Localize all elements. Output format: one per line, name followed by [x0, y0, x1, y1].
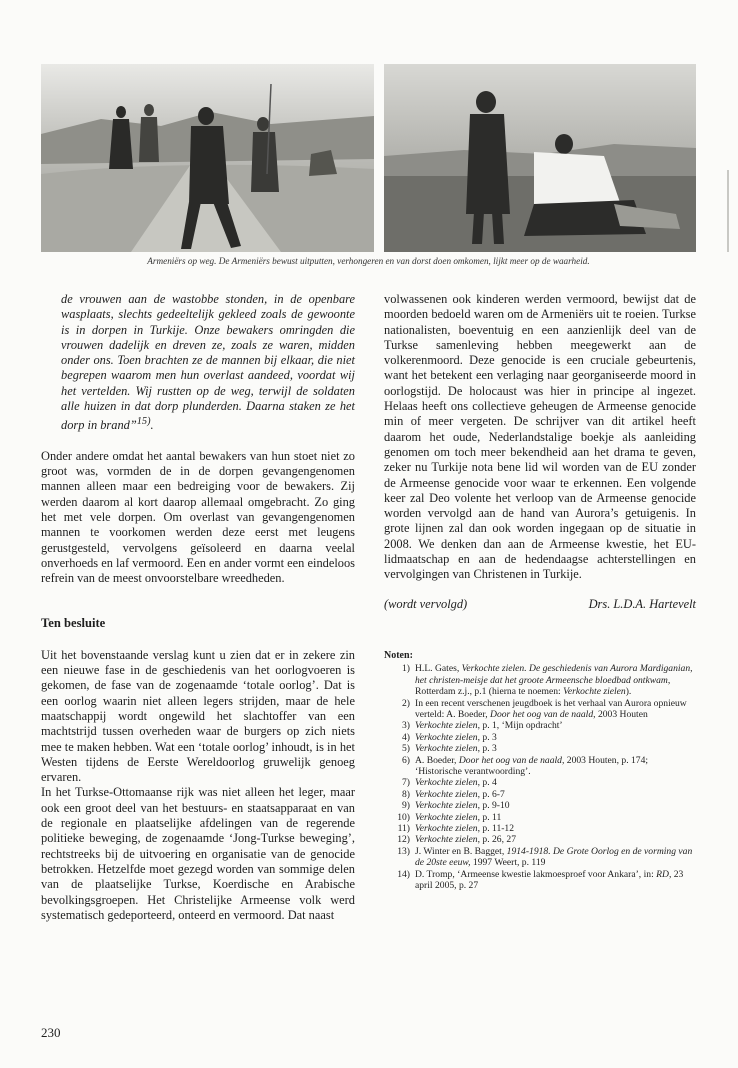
footnote-item	[384, 663, 696, 697]
footnote-text-part: RD	[656, 868, 669, 880]
paragraph-ottoman-empire: In het Turkse-Ottomaanse rijk was niet alleen het leger, maar ook een groot deel van het bestuurs- en staatsapparaat en van de regionale en plaatselijke afdelingen van de regerende politieke beweging, de zogenaamde ‘Jong-Turkse beweging’, rechtstreeks bij de uitvoering en organisatie van de genocide betrokken. Hetzelfde moet gezegd worden van sommige delen van de plaatselijke Turkse, Koerdische en Arabische bevolkingsgroepen. Het Christelijke Armeense volk werd systematisch gedeporteerd, onteerd en vermoord. Dat naast	[41, 785, 355, 922]
footnote-item	[384, 720, 696, 731]
footnote-text	[415, 755, 696, 778]
footnote-text-part: , p. 3	[477, 731, 497, 743]
footnote-text	[415, 812, 696, 823]
footnote-text-part: J. Winter en B. Bagget,	[415, 845, 507, 857]
footnote-number: 3)	[402, 720, 410, 732]
footnote-text-part: Verkochte zielen	[563, 686, 626, 698]
signature-line	[384, 597, 696, 612]
to-be-continued: (wordt vervolgd)	[384, 596, 468, 611]
photo-woman-kneeling	[384, 64, 696, 252]
footnote-text-part: , p. 1, ‘Mijn opdracht’	[477, 720, 563, 732]
footnote-text-part: Verkochte zielen	[415, 823, 478, 835]
footnote-text-part: Verkochte zielen	[415, 811, 478, 823]
footnote-text	[415, 800, 696, 811]
footnote-text-part: A. Boeder,	[415, 754, 459, 766]
footnote-text	[415, 743, 696, 754]
footnote-text	[415, 698, 696, 721]
footnote-number: 1)	[402, 663, 410, 675]
footnote-number: 10)	[397, 811, 410, 823]
footnote-text	[415, 720, 696, 731]
footnote-text-part: Door het oog van de naald,	[458, 754, 565, 766]
footnote-text-part: H.L. Gates,	[415, 663, 462, 675]
footnote-text-part: Door het oog van de naald	[490, 708, 594, 720]
footnote-text-part: Verkochte zielen	[415, 800, 478, 812]
footnote-item	[384, 834, 696, 845]
footnote-text-part: , p. 11-12	[477, 823, 515, 835]
footnote-text-part: Verkochte zielen	[415, 731, 478, 743]
footnote-number: 7)	[402, 777, 410, 789]
footnote-text-part: , p. 3	[477, 743, 497, 755]
section-heading: Ten besluite	[41, 616, 106, 631]
footnote-number: 2)	[402, 697, 410, 709]
footnote-number: 13)	[397, 845, 410, 857]
footnote-item	[384, 743, 696, 754]
footnote-text-part: , 2003 Houten	[593, 708, 648, 720]
footnote-text	[415, 663, 696, 697]
photo-armenians-walking-image	[41, 64, 374, 252]
footnote-text-part: , p. 6-7	[477, 788, 505, 800]
footnote-text	[415, 777, 696, 788]
footnote-item	[384, 732, 696, 743]
footnote-item	[384, 800, 696, 811]
footnote-number: 9)	[402, 800, 410, 812]
paragraph-total-war: Uit het bovenstaande verslag kunt u zien dat er in zekere zin een nieuwe fase in de geschiedenis van het oorlogvoeren is gekomen, de fase van de zogenaamde ‘totale oorlog’. Dat is een oorlog waarin niet alleen legers strijden, maar de hele maatschappij wordt ongewild het slachtoffer van een machtstrijd tussen overheden waar de burgers op zich niets mee te maken hebben. Wat een ‘totale oorlog’ inhoudt, is in het Westen tijdens de Eerste Wereldoorlog gruwelijk genoeg ervaren.	[41, 647, 355, 785]
footnote-text-part: , p. 26, 27	[477, 834, 516, 846]
footnotes-title: Noten:	[384, 649, 413, 661]
footnote-text	[415, 869, 696, 892]
footnote-item	[384, 755, 696, 778]
footnotes	[384, 650, 696, 892]
footnote-text	[415, 732, 696, 743]
scan-edge-mark	[727, 170, 729, 252]
right-column	[384, 292, 696, 891]
footnote-number: 14)	[397, 868, 410, 880]
footnote-text-part: , p. 4	[477, 777, 497, 789]
footnote-item	[384, 777, 696, 788]
footnote-text	[415, 823, 696, 834]
footnote-item	[384, 812, 696, 823]
footnote-text-part: Verkochte zielen	[415, 777, 478, 789]
photo-woman-kneeling-image	[384, 64, 696, 252]
footnote-text-part: 1997 Weert, p. 119	[470, 857, 546, 869]
footnote-item	[384, 698, 696, 721]
footnote-text-part: , p. 11	[477, 811, 502, 823]
footnote-item	[384, 823, 696, 834]
footnote-text-part: 2003 Houten, p. 174; ‘Historische verantwoording’.	[415, 754, 649, 777]
footnote-text-part: , Rotterdam z.j., p.1 (hierna te noemen:	[415, 674, 671, 698]
footnote-number: 5)	[402, 743, 410, 755]
footnote-text-part: In een recent verschenen jeugdboek is het verhaal van Aurora opnieuw verteld: A. Boeder,	[415, 697, 687, 720]
footnote-number: 12)	[397, 834, 410, 846]
footnote-text	[415, 846, 696, 869]
page-number: 230	[41, 1025, 61, 1040]
footnote-text	[415, 834, 696, 845]
footnote-text-part: Verkochte zielen	[415, 743, 478, 755]
photo-caption: Armeniërs op weg. De Armeniërs bewust uitputten, verhongeren en van dorst doen omkomen, lijkt meer op de waarheid.	[147, 256, 590, 266]
footnote-text-part: Verkochte zielen	[415, 834, 478, 846]
footnote-text-part: , 23 april 2005, p. 27	[415, 868, 684, 892]
left-column	[41, 292, 355, 923]
footnote-text-part: Verkochte zielen	[415, 788, 478, 800]
photo-armenians-walking	[41, 64, 374, 252]
footnote-text-part: Verkochte zielen. De geschiedenis van Aurora Mardiganian, het christen-meisje dat het groote Armeensche bloedbad ontkwam	[415, 663, 693, 686]
footnote-item	[384, 846, 696, 869]
footnote-number: 11)	[397, 823, 410, 835]
footnotes-list	[384, 663, 696, 891]
footnote-text-part: ).	[625, 686, 632, 698]
footnote-text-part: D. Tromp, ‘Armeense kwestie lakmoesproef voor Ankara’, in:	[415, 868, 657, 880]
author-name: Drs. L.D.A. Hartevelt	[588, 596, 696, 611]
footnote-item	[384, 789, 696, 800]
footnote-number: 4)	[402, 731, 410, 743]
quote-text: de vrouwen aan de wastobbe stonden, in de openbare wasplaats, slechts gedeeltelijk gekleed zoals de gewoonte is in dorpen in Turkije. Onze bewakers omringden die vrouwen dadelijk en dreven ze, zoals ze waren, midden onder ons. Toen brachten ze de mannen bij elkaar, die niet begrepen waarom men hun overlast aandeed, voordat wij het vertelden. Wij rustten op de weg, terwijl de soldaten alle huizen in dat dorp plunderden. Daarna staken ze het dorp in brand”	[61, 292, 355, 433]
footnote-text-part: Verkochte zielen	[415, 720, 478, 732]
block-quote: de vrouwen aan de wastobbe stonden, in de openbare wasplaats, slechts gedeeltelijk gekleed zoals de gewoonte is in dorpen in Turkije. Onze bewakers omringden die vrouwen dadelijk en dreven ze, zoals ze waren, midden onder ons. Toen brachten ze de mannen bij elkaar, die niet begrepen waarom men hun overlast aandeed, voordat wij het vertelden. Wij rustten op de weg, terwijl de soldaten alle huizen in dat dorp plunderden. Daarna staken ze het dorp in brand”$^{15)}$.	[61, 292, 355, 433]
paragraph-prisoners: Onder andere omdat het aantal bewakers van hun stoet niet zo groot was, vormden de in de dorpen gevangengenomen mannen alleen maar een bedreiging voor de bewakers. Zij werden daarom al kort daarop allemaal omgebracht. Zo ging het met vele dorpen. Om overlast van gevangengenomen mannen te voorkomen werden deze eerst met leugens gerustgesteld, vervolgens geïsoleerd en daarna veelal onverhoeds en laf vermoord. Een en ander vormt een eindeloos refrein van de meest onvoorstelbare wreedheden.	[41, 448, 355, 586]
paragraph-genocide: volwassenen ook kinderen werden vermoord, bewijst dat de moorden bedoeld waren om de Armeniërs uit te roeien. Turkse nationalisten, boeventuig en een aanzienlijk deel van de Turkse samenleving hebben meegewerkt aan de volkerenmoord. Deze genocide is een cruciale gebeurtenis, want het betekent een verlaging naar georganiseerde moord in oorlogstijd. De holocaust was hier in principe al ingezet. Helaas heeft ons collectieve geheugen de Armeense genocide min of meer vergeten. De schrijver van dit artikel heeft daarom het oude, Nederlandstalige boekje als aanleiding genomen om toch meer bekendheid aan het drama te geven, zeker nu Turkije nota bene lid wil worden van de EU zonder de Armeense genocide voor waar te erkennen. Een volgende keer zal Deo volente het verloop van de Armeense genocide worden vervolgd aan de hand van Aurora’s getuigenis. In grote lijnen zal dan ook worden ingegaan op de situatie in 2008. We denken dan aan de Armeense kwestie, het EU-lidmaatschap en aan de hedendaagse achterstellingen en vervolgingen van Christenen in Turkije.	[384, 292, 696, 582]
footnote-item	[384, 869, 696, 892]
footnote-number: 6)	[402, 754, 410, 766]
footnote-text-part: 1914-1918. De Grote Oorlog en de vorming van de 20ste eeuw,	[415, 845, 693, 869]
footnote-text-part: , p. 9-10	[477, 800, 510, 812]
footnote-ref-15: 15)	[136, 416, 151, 428]
footnote-number: 8)	[402, 788, 410, 800]
footnote-text	[415, 789, 696, 800]
